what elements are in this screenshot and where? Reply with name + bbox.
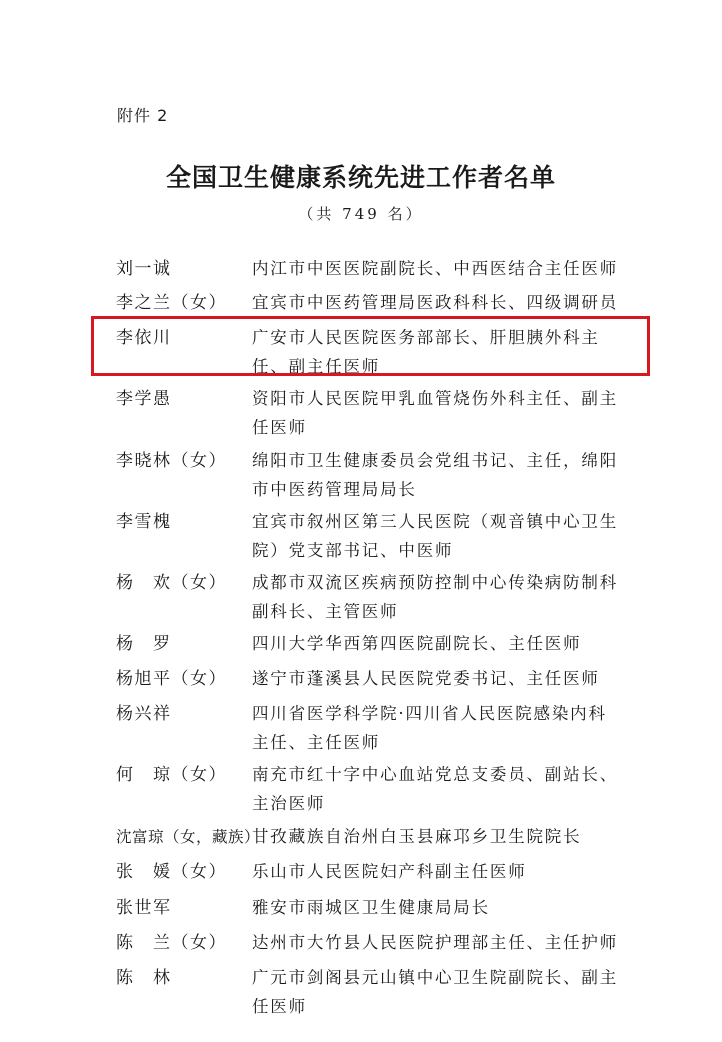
person-description: 内江市中医医院副院长、中西医结合主任医师 xyxy=(252,259,618,278)
person-name: 李雪槐 xyxy=(116,512,172,532)
person-description: 资阳市人民医院甲乳血管烧伤外科主任、副主任医师 xyxy=(252,389,618,437)
person-name: 杨 欢（女） xyxy=(116,573,227,593)
person-description: 遂宁市蓬溪县人民医院党委书记、主任医师 xyxy=(252,669,600,688)
person-description: 广元市剑阁县元山镇中心卫生院副院长、副主任医师 xyxy=(252,968,618,1016)
person-description: 雅安市雨城区卫生健康局局长 xyxy=(252,898,490,917)
attachment-label: 附件 2 xyxy=(117,106,169,125)
person-description: 宜宾市中医药管理局医政科科长、四级调研员 xyxy=(252,293,618,312)
person-name: 李之兰（女） xyxy=(116,293,227,313)
person-name: 李学愚 xyxy=(116,389,172,409)
document-title: 全国卫生健康系统先进工作者名单 xyxy=(165,163,556,192)
person-name: 陈 兰（女） xyxy=(116,933,227,953)
person-name: 杨旭平（女） xyxy=(116,669,227,689)
highlight-box xyxy=(91,316,650,376)
person-description: 南充市红十字中心血站党总支委员、副站长、主治医师 xyxy=(252,765,618,813)
person-description: 绵阳市卫生健康委员会党组书记、主任，绵阳市中医药管理局局长 xyxy=(252,451,618,499)
person-description: 乐山市人民医院妇产科副主任医师 xyxy=(252,862,527,881)
person-description: 广安市人民医院医务部部长、肝胆胰外科主任、副主任医师 xyxy=(252,328,600,376)
document-subtitle: （共 749 名） xyxy=(298,205,424,223)
person-description: 成都市双流区疾病预防控制中心传染病防制科副科长、主管医师 xyxy=(252,573,618,621)
person-name: 杨兴祥 xyxy=(116,704,172,724)
person-description: 甘孜藏族自治州白玉县麻邛乡卫生院院长 xyxy=(252,827,582,846)
person-description: 四川大学华西第四医院副院长、主任医师 xyxy=(252,634,582,653)
person-name: 李晓林（女） xyxy=(116,451,227,471)
person-name: 陈 林 xyxy=(116,968,172,988)
person-description: 四川省医学科学院·四川省人民医院感染内科主任、主任医师 xyxy=(252,704,607,752)
person-name: 张 媛（女） xyxy=(116,862,227,882)
person-name: 何 琼（女） xyxy=(116,765,227,785)
person-description: 达州市大竹县人民医院护理部主任、主任护师 xyxy=(252,933,618,952)
person-description: 宜宾市叙州区第三人民医院（观音镇中心卫生院）党支部书记、中医师 xyxy=(252,512,618,560)
person-name: 沈富琼（女，藏族） xyxy=(116,828,261,846)
person-name: 张世军 xyxy=(116,898,172,918)
person-name: 李依川 xyxy=(116,328,172,348)
person-name: 刘一诚 xyxy=(116,259,172,279)
person-name: 杨 罗 xyxy=(116,634,172,654)
